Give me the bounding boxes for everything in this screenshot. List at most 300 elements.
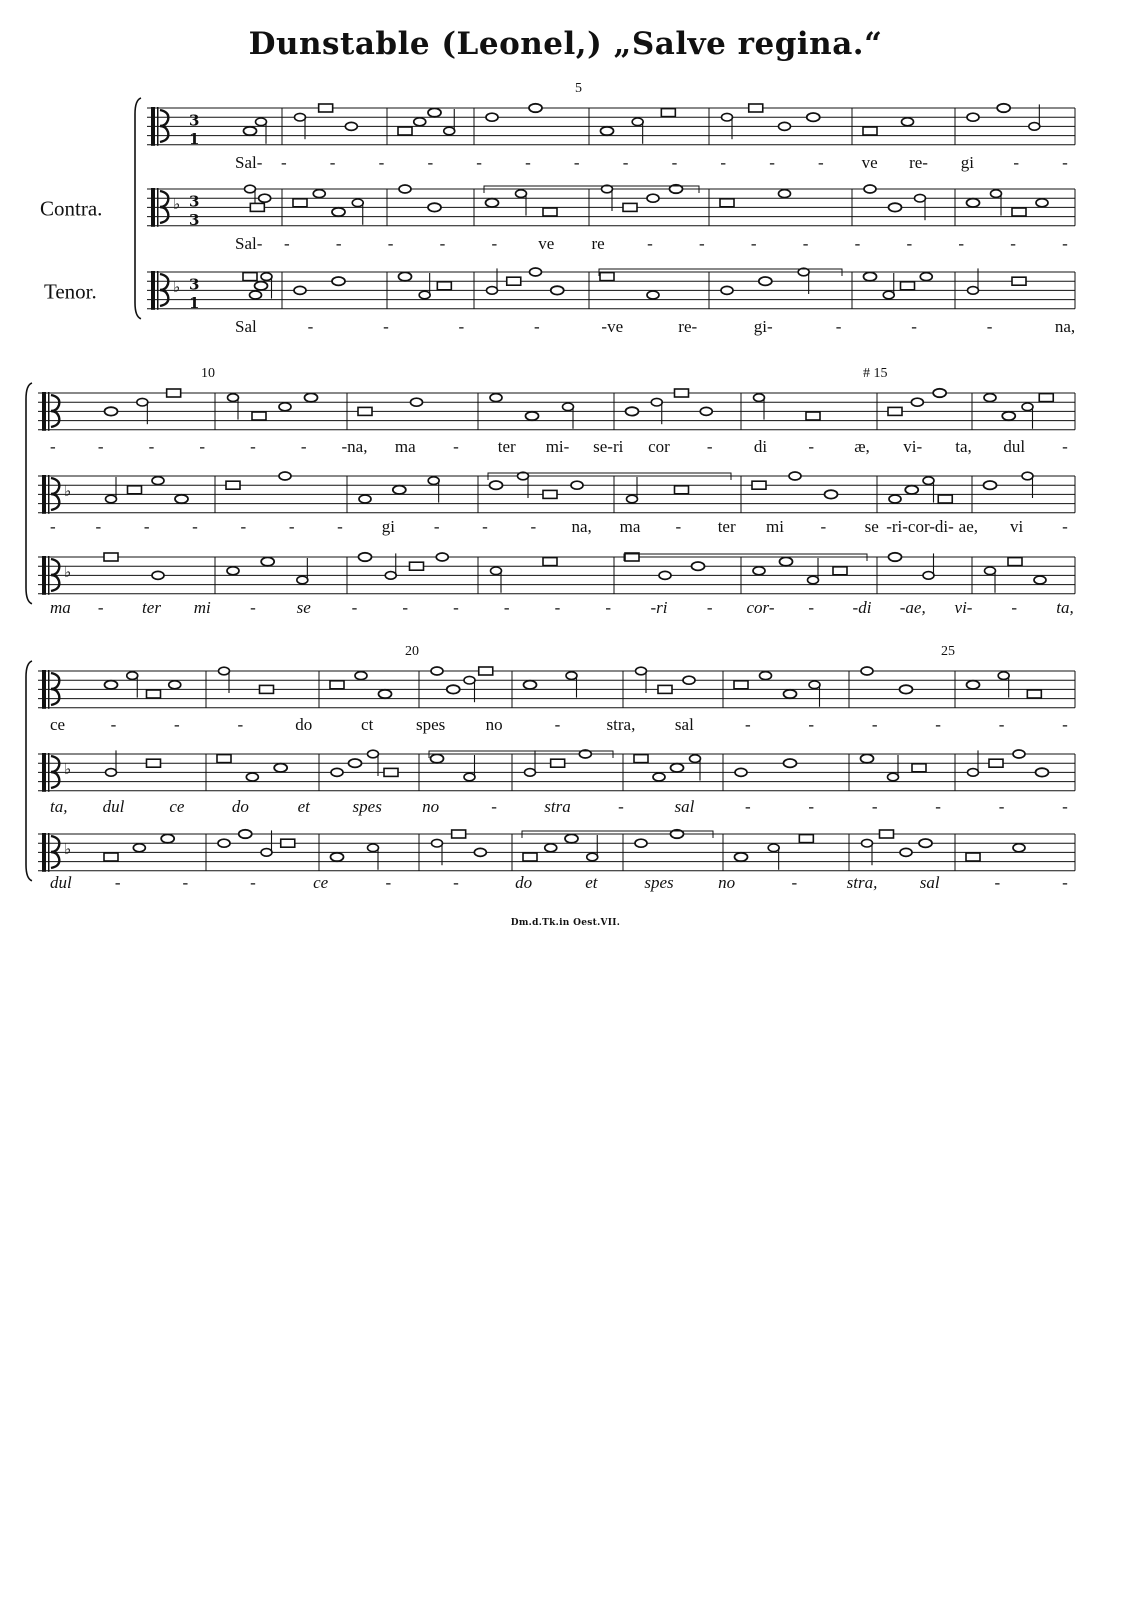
whole-note bbox=[447, 685, 460, 693]
whole-note bbox=[647, 194, 659, 202]
breve-note bbox=[243, 273, 257, 281]
lyric-syllable: ve bbox=[861, 153, 878, 172]
breve-note bbox=[543, 208, 557, 216]
whole-note bbox=[411, 398, 423, 406]
breve-note bbox=[358, 407, 372, 415]
breve-note bbox=[398, 127, 412, 135]
lyric-syllable: - bbox=[1062, 873, 1068, 892]
lyric-syllable: se-ri bbox=[593, 437, 624, 456]
lyric-syllable: - bbox=[554, 715, 561, 734]
lyric-syllable: - bbox=[994, 873, 1001, 892]
voice-label-contra: Contra. bbox=[40, 196, 103, 221]
whole-note bbox=[984, 394, 996, 402]
half-note bbox=[228, 394, 239, 402]
breve-note bbox=[912, 764, 926, 772]
lyric-syllable: - bbox=[288, 517, 295, 536]
lyric-syllable: - bbox=[453, 598, 459, 617]
half-note bbox=[722, 113, 733, 121]
breve-note bbox=[880, 830, 894, 838]
breve-note bbox=[147, 690, 161, 698]
lyric-syllable: ta, bbox=[1056, 598, 1074, 617]
whole-note bbox=[753, 567, 765, 575]
lyric-syllable: dul bbox=[102, 797, 125, 816]
c-clef-icon bbox=[157, 271, 159, 310]
lyric-syllable: vi bbox=[1010, 517, 1024, 536]
c-clef-icon bbox=[157, 188, 159, 227]
half-note bbox=[883, 291, 894, 299]
half-note bbox=[1022, 403, 1033, 411]
half-note bbox=[352, 199, 363, 207]
time-signature: 3 bbox=[189, 111, 200, 130]
c-clef-icon bbox=[48, 392, 50, 431]
whole-note bbox=[305, 393, 318, 401]
whole-note bbox=[760, 672, 772, 680]
half-note bbox=[985, 567, 996, 575]
whole-note bbox=[431, 667, 443, 675]
half-note bbox=[127, 672, 138, 680]
whole-note bbox=[436, 553, 448, 561]
lyric-syllable: dul bbox=[1003, 437, 1026, 456]
system-bracket bbox=[26, 661, 32, 881]
lyric-syllable: - bbox=[808, 437, 815, 456]
lyric-syllable: -ri-cor-di- bbox=[886, 517, 954, 536]
whole-note bbox=[259, 194, 271, 202]
breve-note bbox=[104, 853, 118, 861]
c-clef-icon bbox=[48, 670, 50, 709]
lyric-syllable: ce bbox=[50, 715, 66, 734]
whole-note bbox=[355, 672, 367, 680]
whole-note bbox=[490, 394, 502, 402]
half-note bbox=[563, 403, 574, 411]
whole-note bbox=[861, 754, 874, 762]
whole-note bbox=[784, 759, 797, 767]
lyric-syllable: gi- bbox=[753, 317, 773, 336]
lyric-syllable: - bbox=[114, 873, 121, 892]
lyric-syllable: -na, bbox=[341, 437, 368, 456]
whole-note bbox=[1034, 576, 1046, 584]
lyric-syllable: - bbox=[618, 797, 624, 816]
whole-note bbox=[919, 839, 932, 847]
breve-note bbox=[966, 853, 980, 861]
breve-note bbox=[260, 685, 274, 693]
half-note bbox=[137, 398, 148, 406]
lyric-syllable: - bbox=[605, 598, 612, 617]
lyric-syllable: - bbox=[97, 598, 104, 617]
whole-note bbox=[1036, 199, 1048, 207]
lyric-syllable: - bbox=[250, 873, 256, 892]
lyric-syllable: - bbox=[143, 517, 150, 536]
breve-note bbox=[623, 203, 637, 211]
whole-note bbox=[530, 268, 542, 276]
half-note bbox=[1022, 472, 1033, 480]
lyric-syllable: - bbox=[335, 234, 342, 253]
lyric-syllable: - bbox=[1062, 517, 1068, 536]
breve-note bbox=[1012, 277, 1026, 285]
whole-note bbox=[345, 122, 357, 130]
whole-note bbox=[779, 122, 791, 130]
breve-note bbox=[806, 412, 820, 420]
whole-note bbox=[169, 681, 181, 689]
flat-sign: ♭ bbox=[64, 840, 72, 859]
whole-note bbox=[526, 412, 539, 420]
lyric-syllable: - bbox=[337, 517, 343, 536]
half-note bbox=[968, 769, 979, 777]
lyric-syllable: - bbox=[453, 873, 459, 892]
half-note bbox=[368, 750, 379, 758]
whole-note bbox=[349, 759, 362, 767]
breve-note bbox=[1027, 690, 1041, 698]
lyric-syllable: - bbox=[854, 234, 861, 253]
lyric-syllable: - bbox=[1013, 153, 1020, 172]
lyric-syllable: - bbox=[351, 598, 358, 617]
lyric-syllable: - bbox=[280, 153, 287, 172]
lyric-syllable: - bbox=[706, 437, 713, 456]
lyric-syllable: - bbox=[791, 873, 798, 892]
breve-note bbox=[938, 495, 952, 503]
whole-note bbox=[105, 407, 118, 415]
lyric-syllable: - bbox=[530, 517, 537, 536]
breve-note bbox=[720, 199, 734, 207]
breve-note bbox=[1008, 558, 1022, 566]
whole-note bbox=[967, 199, 980, 207]
lyric-syllable: - bbox=[453, 437, 459, 456]
lyric-syllable: - bbox=[1062, 234, 1068, 253]
lyric-syllable: Sal- bbox=[235, 153, 263, 172]
half-note bbox=[998, 672, 1009, 680]
whole-note bbox=[399, 185, 411, 193]
lyric-syllable: - bbox=[935, 715, 941, 734]
half-note bbox=[432, 839, 443, 847]
c-clef-icon bbox=[48, 556, 50, 595]
half-note bbox=[419, 291, 430, 299]
whole-note bbox=[889, 553, 902, 561]
whole-note bbox=[551, 286, 564, 294]
measure-number: 25 bbox=[941, 644, 955, 659]
half-note bbox=[915, 194, 926, 202]
breve-note bbox=[543, 558, 557, 566]
lyric-syllable: ce bbox=[169, 797, 185, 816]
half-note bbox=[385, 572, 396, 580]
whole-note bbox=[246, 773, 258, 781]
c-clef-icon bbox=[42, 475, 46, 514]
lyric-syllable: - bbox=[744, 715, 751, 734]
lyric-syllable: - bbox=[250, 437, 256, 456]
lyric-syllable: spes bbox=[352, 797, 382, 816]
breve-note bbox=[104, 553, 118, 561]
breve-note bbox=[661, 109, 675, 117]
half-note bbox=[487, 287, 498, 295]
lyric-syllable: - bbox=[1010, 234, 1016, 253]
lyric-syllable: sal bbox=[674, 797, 695, 816]
lyric-syllable: stra, bbox=[606, 715, 636, 734]
breve-note bbox=[551, 759, 565, 767]
lyric-syllable: - bbox=[50, 437, 56, 456]
c-clef-icon bbox=[48, 833, 50, 872]
lyric-syllable: spes bbox=[644, 873, 674, 892]
system-bracket bbox=[135, 98, 141, 319]
lyric-syllable: no bbox=[422, 797, 440, 816]
lyric-syllable: - bbox=[439, 234, 446, 253]
voice-label-tenor: Tenor. bbox=[44, 279, 97, 304]
whole-note bbox=[780, 557, 793, 565]
breve-note bbox=[888, 407, 902, 415]
whole-note bbox=[825, 490, 838, 498]
whole-note bbox=[239, 830, 252, 838]
lyric-syllable: - bbox=[329, 153, 336, 172]
lyric-syllable: - bbox=[237, 715, 244, 734]
system-bracket bbox=[26, 383, 32, 604]
lyric-syllable: - bbox=[525, 153, 531, 172]
lyric-syllable: - bbox=[1062, 797, 1068, 816]
lyric-syllable: - bbox=[769, 153, 775, 172]
whole-note bbox=[545, 844, 557, 852]
lyric-syllable: æ, bbox=[854, 437, 870, 456]
breve-note bbox=[507, 277, 521, 285]
breve-note bbox=[452, 830, 466, 838]
c-clef-icon bbox=[42, 753, 46, 792]
whole-note bbox=[807, 113, 820, 121]
time-signature: 3 bbox=[189, 192, 200, 211]
lyric-syllable: - bbox=[802, 234, 809, 253]
whole-note bbox=[571, 481, 583, 489]
lyric-syllable: ma bbox=[619, 517, 641, 536]
half-note bbox=[297, 576, 308, 584]
half-note bbox=[219, 667, 230, 675]
lyric-syllable: ce bbox=[313, 873, 329, 892]
whole-note bbox=[683, 676, 695, 684]
whole-note bbox=[721, 286, 733, 294]
whole-note bbox=[997, 104, 1010, 112]
lyric-syllable: -ve bbox=[601, 317, 624, 336]
half-note bbox=[106, 495, 117, 503]
half-note bbox=[651, 398, 662, 406]
lyric-syllable: - bbox=[1062, 437, 1068, 456]
lyric-syllable: - bbox=[720, 153, 727, 172]
whole-note bbox=[700, 407, 712, 415]
lyric-syllable: - bbox=[744, 797, 751, 816]
whole-note bbox=[653, 773, 665, 781]
breve-note bbox=[384, 768, 398, 776]
lyric-syllable: - bbox=[503, 598, 510, 617]
lyric-syllable: - bbox=[402, 598, 409, 617]
breve-note bbox=[658, 685, 672, 693]
whole-note bbox=[905, 486, 918, 494]
whole-note bbox=[889, 495, 901, 503]
lyric-syllable: - bbox=[250, 598, 256, 617]
lyric-syllable: - bbox=[998, 715, 1005, 734]
lyric-syllable: do bbox=[231, 797, 249, 816]
breve-note bbox=[1039, 394, 1053, 402]
lyric-syllable: se bbox=[864, 517, 879, 536]
whole-note bbox=[313, 190, 325, 198]
half-note bbox=[632, 118, 643, 126]
whole-note bbox=[759, 277, 772, 285]
breve-note bbox=[226, 481, 240, 489]
lyric-syllable: - bbox=[871, 797, 878, 816]
lyric-syllable: ter bbox=[497, 437, 516, 456]
whole-note bbox=[359, 495, 371, 503]
lyric-syllable: gi bbox=[381, 517, 395, 536]
whole-note bbox=[1013, 750, 1025, 758]
lyric-syllable: Sal bbox=[235, 317, 257, 336]
plate-footer: Dm.d.Tk.in Oest.VII. bbox=[510, 918, 621, 928]
lyric-syllable: - bbox=[383, 317, 389, 336]
lyric-syllable: - bbox=[958, 234, 965, 253]
whole-note bbox=[735, 853, 748, 861]
flat-sign: ♭ bbox=[173, 195, 181, 214]
whole-note bbox=[486, 199, 499, 207]
lyric-syllable: ta, bbox=[955, 437, 972, 456]
half-note bbox=[968, 287, 979, 295]
whole-note bbox=[659, 571, 671, 579]
whole-note bbox=[428, 203, 441, 211]
whole-note bbox=[900, 685, 913, 693]
whole-note bbox=[486, 113, 498, 121]
breve-note bbox=[479, 667, 493, 675]
half-note bbox=[464, 676, 475, 684]
breve-note bbox=[410, 562, 424, 570]
lyric-syllable: - bbox=[647, 234, 653, 253]
lyric-syllable: do bbox=[295, 715, 313, 734]
whole-note bbox=[529, 104, 542, 112]
whole-note bbox=[984, 481, 997, 489]
whole-note bbox=[332, 277, 345, 285]
lyric-syllable: - bbox=[378, 153, 385, 172]
breve-note bbox=[252, 412, 266, 420]
whole-note bbox=[261, 557, 274, 565]
half-note bbox=[428, 477, 439, 485]
half-note bbox=[516, 190, 527, 198]
time-signature: 1 bbox=[189, 129, 200, 148]
time-signature: 1 bbox=[189, 293, 200, 312]
breve-note bbox=[167, 389, 181, 397]
breve-note bbox=[634, 755, 648, 763]
lyric-syllable: ct bbox=[361, 715, 374, 734]
half-note bbox=[627, 495, 638, 503]
whole-note bbox=[692, 562, 705, 570]
lyric-syllable: - bbox=[1011, 598, 1018, 617]
c-clef-icon bbox=[42, 556, 46, 595]
whole-note bbox=[133, 844, 145, 852]
lyric-syllable: vi- bbox=[954, 598, 973, 617]
lyric-syllable: - bbox=[148, 437, 155, 456]
whole-note bbox=[428, 108, 441, 116]
lyric-syllable: ter bbox=[717, 517, 736, 536]
lyric-syllable: spes bbox=[415, 715, 446, 734]
c-clef-icon bbox=[151, 107, 155, 146]
lyric-syllable: - bbox=[174, 715, 180, 734]
whole-note bbox=[331, 768, 343, 776]
whole-note bbox=[933, 389, 946, 397]
lyric-syllable: - bbox=[998, 797, 1005, 816]
whole-note bbox=[255, 282, 268, 290]
c-clef-icon bbox=[48, 753, 50, 792]
half-note bbox=[923, 572, 934, 580]
whole-note bbox=[105, 681, 118, 689]
lyric-syllable: stra, bbox=[846, 873, 878, 892]
lyric-syllable: - bbox=[750, 234, 757, 253]
breve-note bbox=[330, 681, 344, 689]
half-note bbox=[888, 773, 899, 781]
whole-note bbox=[735, 768, 747, 776]
half-note bbox=[690, 755, 701, 763]
lyric-syllable: - bbox=[911, 317, 917, 336]
lyric-syllable: et bbox=[297, 797, 310, 816]
half-note bbox=[808, 576, 819, 584]
breve-note bbox=[989, 759, 1003, 767]
flat-sign: ♭ bbox=[64, 482, 72, 501]
lyric-syllable: - bbox=[622, 153, 629, 172]
breve-note bbox=[281, 839, 295, 847]
lyric-syllable: di bbox=[753, 437, 768, 456]
c-clef-icon bbox=[42, 833, 46, 872]
half-note bbox=[261, 273, 272, 281]
lyric-syllable: - bbox=[699, 234, 705, 253]
lyric-syllable: mi- bbox=[545, 437, 570, 456]
breve-note bbox=[437, 282, 451, 290]
whole-note bbox=[647, 291, 659, 299]
lyric-syllable: - bbox=[871, 715, 878, 734]
lyric-syllable: - bbox=[476, 153, 482, 172]
measure-number: # 15 bbox=[863, 366, 888, 381]
lyric-syllable: gi bbox=[960, 153, 974, 172]
whole-note bbox=[332, 208, 345, 216]
whole-note bbox=[250, 291, 262, 299]
whole-note bbox=[393, 486, 406, 494]
breve-note bbox=[128, 486, 142, 494]
whole-note bbox=[920, 273, 932, 281]
lyric-syllable: - bbox=[906, 234, 913, 253]
c-clef-icon bbox=[151, 188, 155, 227]
lyric-syllable: - bbox=[50, 517, 56, 536]
c-clef-icon bbox=[151, 271, 155, 310]
lyric-syllable: ma bbox=[394, 437, 416, 456]
c-clef-icon bbox=[157, 107, 159, 146]
lyric-syllable: ma bbox=[50, 598, 71, 617]
lyric-syllable: - bbox=[240, 517, 247, 536]
breve-note bbox=[749, 104, 763, 112]
half-note bbox=[566, 672, 577, 680]
whole-note bbox=[601, 127, 614, 135]
lyric-syllable: - bbox=[97, 437, 104, 456]
half-note bbox=[862, 839, 873, 847]
whole-note bbox=[671, 764, 684, 772]
whole-note bbox=[227, 567, 239, 575]
lyric-syllable: ve bbox=[538, 234, 555, 253]
lyric-syllable: Sal- bbox=[235, 234, 263, 253]
lyric-syllable: - bbox=[491, 797, 497, 816]
lyric-syllable: - bbox=[385, 873, 392, 892]
lyric-syllable: cor- bbox=[746, 598, 775, 617]
breve-note bbox=[147, 759, 161, 767]
whole-note bbox=[779, 190, 791, 198]
whole-note bbox=[789, 472, 801, 480]
breve-note bbox=[734, 681, 748, 689]
half-note bbox=[809, 681, 820, 689]
half-note bbox=[587, 853, 598, 861]
lyric-syllable: cor bbox=[648, 437, 670, 456]
lyric-syllable: -di bbox=[852, 598, 872, 617]
breve-note bbox=[752, 481, 766, 489]
lyric-syllable: -ri bbox=[650, 598, 668, 617]
half-note bbox=[261, 849, 272, 857]
lyric-syllable: - bbox=[675, 517, 682, 536]
lyric-syllable: - bbox=[182, 873, 189, 892]
whole-note bbox=[900, 848, 912, 856]
c-clef-icon bbox=[42, 392, 46, 431]
lyric-syllable: - bbox=[482, 517, 488, 536]
half-note bbox=[1029, 123, 1040, 131]
